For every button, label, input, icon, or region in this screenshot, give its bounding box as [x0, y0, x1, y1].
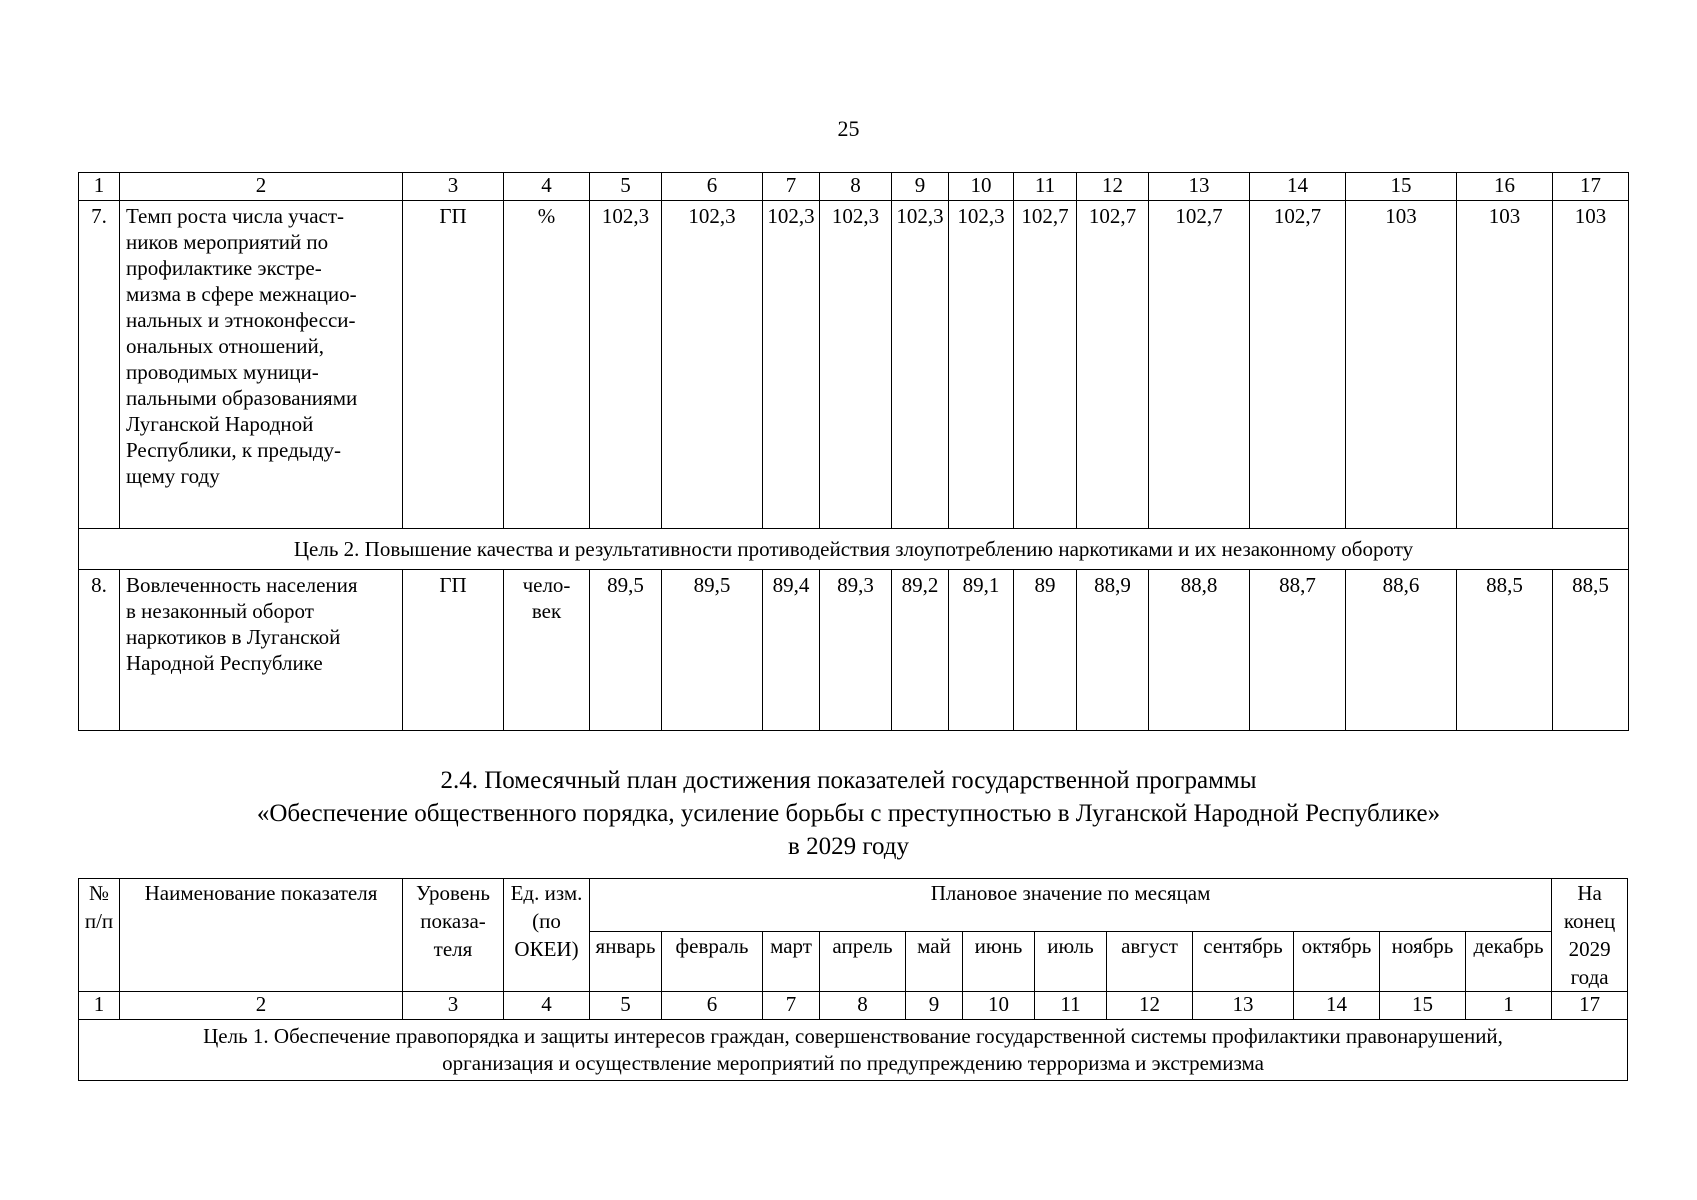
column-number: 5 — [590, 173, 662, 201]
value-cell: 102,3 — [820, 201, 892, 529]
column-number: 6 — [662, 992, 763, 1020]
column-number: 11 — [1035, 992, 1107, 1020]
column-number: 1 — [79, 992, 120, 1020]
column-number: 14 — [1294, 992, 1380, 1020]
value-cell: 102,7 — [1149, 201, 1250, 529]
column-number: 9 — [892, 173, 949, 201]
month-header: май — [906, 932, 963, 992]
header-row — [79, 879, 1628, 932]
indicator-level: ГП — [403, 570, 504, 731]
column-number: 4 — [504, 992, 590, 1020]
column-number: 12 — [1077, 173, 1149, 201]
month-header: июнь — [963, 932, 1035, 992]
value-cell: 89,4 — [763, 570, 820, 731]
column-number: 7 — [763, 173, 820, 201]
column-number: 5 — [590, 992, 662, 1020]
table-header-row — [79, 173, 1629, 201]
month-header: декабрь — [1466, 932, 1552, 992]
column-number: 11 — [1014, 173, 1077, 201]
column-number: 8 — [820, 992, 906, 1020]
column-number: 8 — [820, 173, 892, 201]
value-cell: 89 — [1014, 570, 1077, 731]
monthly-plan-table — [78, 878, 1628, 1081]
month-header: апрель — [820, 932, 906, 992]
value-cell: 88,7 — [1250, 570, 1346, 731]
indicator-unit: % — [504, 201, 590, 529]
value-cell: 102,7 — [1014, 201, 1077, 529]
month-header: август — [1107, 932, 1193, 992]
value-cell: 88,6 — [1346, 570, 1457, 731]
column-number: 10 — [963, 992, 1035, 1020]
column-header-end-of-year: На конец 2029 года — [1552, 879, 1628, 992]
value-cell: 89,5 — [590, 570, 662, 731]
indicator-unit: чело- век — [504, 570, 590, 731]
value-cell: 102,3 — [590, 201, 662, 529]
column-number: 12 — [1107, 992, 1193, 1020]
value-cell: 102,7 — [1250, 201, 1346, 529]
value-cell: 103 — [1553, 201, 1629, 529]
value-cell: 89,5 — [662, 570, 763, 731]
column-number: 7 — [763, 992, 820, 1020]
value-cell: 102,3 — [763, 201, 820, 529]
section-title-line: 2.4. Помесячный план достижения показателей государственной программы — [440, 767, 1257, 794]
column-number: 6 — [662, 173, 763, 201]
page-number: 25 — [837, 116, 860, 141]
value-cell: 102,3 — [892, 201, 949, 529]
indicator-values-table — [78, 172, 1629, 731]
column-number: 9 — [906, 992, 963, 1020]
section-title — [0, 764, 1697, 863]
section-title-line: «Обеспечение общественного порядка, усиление борьбы с преступностью в Луганской Народной Республике» — [256, 800, 1441, 827]
indicator-name: Вовлеченность населения в незаконный оборот наркотиков в Луганской Народной Республике — [120, 570, 403, 731]
goal-2-text: Цель 2. Повышение качества и результативности противодействия злоупотреблению наркотиками и их незаконному обороту — [79, 529, 1629, 570]
column-number: 17 — [1552, 992, 1628, 1020]
goal-1-text: Цель 1. Обеспечение правопорядка и защиты интересов граждан, совершенствование государственной системы профилактики правонарушений, организация и осуществление мероприятий по предупреждению терроризма и экстремизма — [79, 1020, 1628, 1081]
column-number: 1 — [1466, 992, 1552, 1020]
column-number: 3 — [403, 173, 504, 201]
column-number: 2 — [120, 173, 403, 201]
column-number: 1 — [79, 173, 120, 201]
row-number: 8. — [79, 570, 120, 731]
column-number: 3 — [403, 992, 504, 1020]
value-cell: 102,3 — [662, 201, 763, 529]
column-number: 15 — [1380, 992, 1466, 1020]
month-header: январь — [590, 932, 662, 992]
column-number: 16 — [1457, 173, 1553, 201]
goal-row — [79, 529, 1629, 570]
indicator-level: ГП — [403, 201, 504, 529]
column-number: 4 — [504, 173, 590, 201]
column-header-level: Уровень показа- теля — [403, 879, 504, 992]
column-header-name: Наименование показателя — [120, 879, 403, 992]
value-cell: 89,3 — [820, 570, 892, 731]
value-cell: 88,5 — [1457, 570, 1553, 731]
column-numbers-row — [79, 992, 1628, 1020]
column-number: 13 — [1193, 992, 1294, 1020]
value-cell: 88,8 — [1149, 570, 1250, 731]
column-number: 2 — [120, 992, 403, 1020]
column-header-unit: Ед. изм. (по ОКЕИ) — [504, 879, 590, 992]
goal-row — [79, 1020, 1628, 1081]
month-header: октябрь — [1294, 932, 1380, 992]
section-title-line: в 2029 году — [788, 833, 909, 860]
column-number: 13 — [1149, 173, 1250, 201]
month-header: сентябрь — [1193, 932, 1294, 992]
value-cell: 88,9 — [1077, 570, 1149, 731]
value-cell: 88,5 — [1553, 570, 1629, 731]
value-cell: 103 — [1346, 201, 1457, 529]
indicator-name: Темп роста числа участ- ников мероприятий по профилактике экстре- мизма в сфере межнацио- нальных и этноконфесси- ональных отношений, проводимых муници- пальными образованиями Луганской Народной Республики, к предыду- щему году — [120, 201, 403, 529]
column-number: 15 — [1346, 173, 1457, 201]
month-header: ноябрь — [1380, 932, 1466, 992]
column-header-plan: Плановое значение по месяцам — [590, 879, 1552, 932]
value-cell: 102,7 — [1077, 201, 1149, 529]
month-header: март — [763, 932, 820, 992]
value-cell: 103 — [1457, 201, 1553, 529]
value-cell: 102,3 — [949, 201, 1014, 529]
table-row — [79, 570, 1629, 731]
column-header-number: № п/п — [79, 879, 120, 992]
column-number: 17 — [1553, 173, 1629, 201]
value-cell: 89,1 — [949, 570, 1014, 731]
column-number: 14 — [1250, 173, 1346, 201]
month-header: февраль — [662, 932, 763, 992]
row-number: 7. — [79, 201, 120, 529]
month-header: июль — [1035, 932, 1107, 992]
table-row — [79, 201, 1629, 529]
column-number: 10 — [949, 173, 1014, 201]
value-cell: 89,2 — [892, 570, 949, 731]
